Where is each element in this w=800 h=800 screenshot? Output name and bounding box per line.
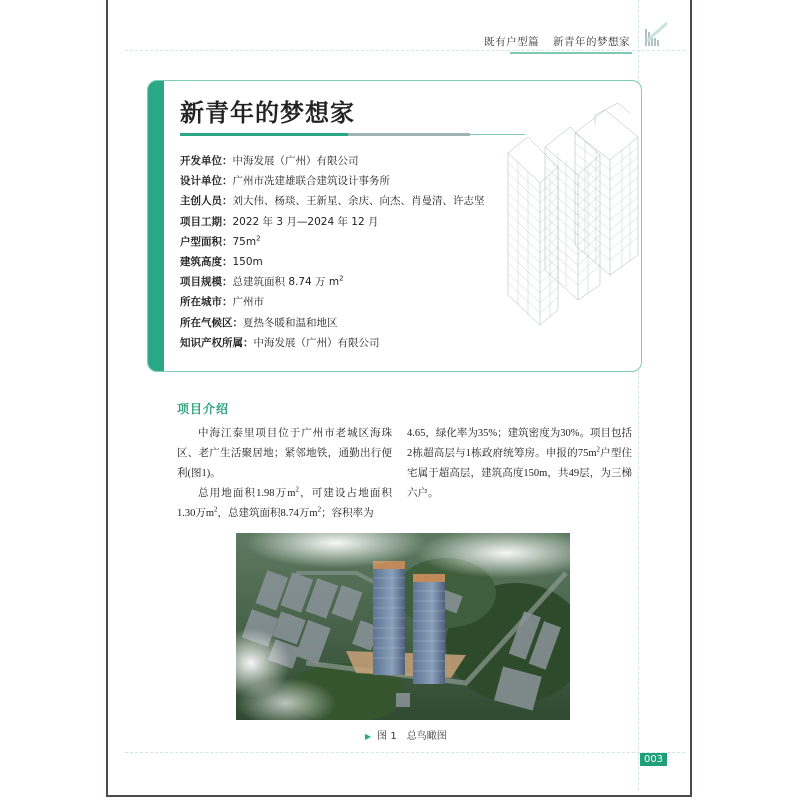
running-head-chapter: 新青年的梦想家 (553, 36, 630, 48)
running-head (400, 34, 630, 49)
running-head-rule (510, 52, 632, 54)
guide-line-top (125, 50, 685, 51)
info-unit-area: 户型面积：$75m^2$ (180, 234, 261, 248)
card-accent-stripe (148, 81, 164, 371)
project-info-list (180, 151, 485, 353)
caption-triangle-icon: ▶ (365, 732, 372, 741)
building-wireframe-illustration (500, 95, 645, 335)
aerial-view-photo (236, 533, 570, 720)
aerial-render-image (236, 533, 570, 720)
intro-paragraph-1: 中海江泰里项目位于广州市老城区海珠区、老广生活聚居地；紧邻地铁，通勤出行便利(图1)。 (177, 428, 392, 479)
info-designer: 设计单位：广州市冼建雄联合建筑设计事务所 (180, 175, 390, 188)
info-scale: 项目规模：总建筑面积 8.74 万 $m^2$ (180, 274, 344, 289)
info-climate: 所在气候区：夏热冬暖和温和地区 (180, 316, 338, 329)
info-height: 建筑高度：150m (180, 256, 263, 269)
info-developer: 开发单位：中海发展（广州）有限公司 (180, 155, 359, 167)
intro-paragraph-2: 总用地面积1.98万$m^2$，可建设占地面积1.30万$m^2$，总建筑面积8.74万$m^2$；容积率为 (177, 485, 393, 519)
info-period: 项目工期：2022 年 3 月—2024 年 12 月 (180, 215, 379, 228)
card-title: 新青年的梦想家 (180, 99, 355, 127)
guide-line-bottom (125, 752, 685, 753)
intro-column-left (177, 424, 392, 524)
figure-caption (365, 727, 447, 742)
bar-chart-logo-icon (643, 21, 669, 47)
running-head-section: 既有户型篇 (484, 36, 540, 48)
intro-paragraph-2-continued: 4.65，绿化率为35%；建筑密度为30%。项目包括2栋超高层与1栋政府统筹房。申报的$75m^2$户型住宅属于超高层，建筑高度150m，共49层，为三梯六户。 (407, 428, 632, 499)
info-ip-owner: 知识产权所属：中海发展（广州）有限公司 (180, 336, 380, 349)
title-rule-green (180, 133, 348, 136)
info-team: 主创人员：刘大伟、杨琰、王新星、余庆、向杰、肖曼清、许志坚 (180, 195, 485, 208)
intro-column-right (407, 424, 632, 504)
page-number: 003 (640, 753, 667, 766)
info-city: 所在城市：广州市 (180, 296, 264, 309)
figure-number: 图 1 (377, 731, 397, 742)
figure-caption-text: 总鸟瞰图 (406, 731, 447, 742)
title-rule-gray (348, 133, 470, 136)
section-heading-intro: 项目介绍 (177, 402, 230, 416)
